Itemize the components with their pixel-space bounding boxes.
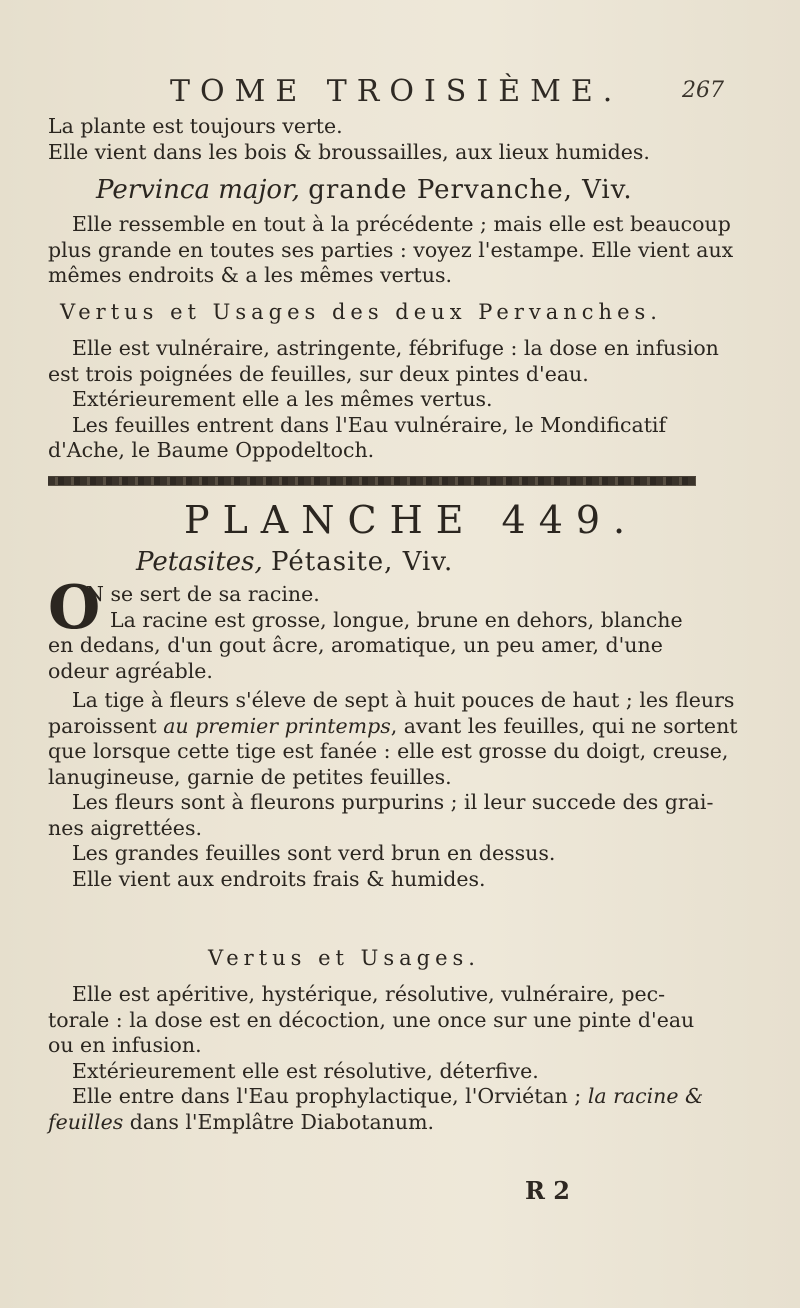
latin-name: Petasites, [136, 547, 263, 577]
text-line [48, 1110, 748, 1136]
text-line: plus grande en toutes ses parties : voyez l'estampe. Elle vient aux [48, 237, 734, 262]
text-fragment: dans l'Emplâtre Diabotanum. [129, 1109, 435, 1134]
pervinca-heading [96, 174, 796, 206]
planche-title: PLANCHE 449. [184, 498, 639, 542]
vertus-petasite-heading-block [208, 946, 800, 970]
ornamental-rule [48, 476, 696, 486]
text-line: N se sert de sa racine. [86, 582, 320, 606]
petasites-tige [48, 688, 748, 892]
italic-fragment: feuilles [48, 1109, 124, 1134]
text-line: Elle est apéritive, hystérique, résolutive, vulnéraire, pec- [72, 982, 665, 1006]
vertus-deux-heading-block [60, 300, 760, 324]
text-line: mêmes endroits & a les mêmes vertus. [48, 263, 453, 287]
text-line: Les feuilles entrent dans l'Eau vulnéraire, le Mondificatif [72, 412, 667, 437]
text-line: La plante est toujours verte. [48, 114, 343, 138]
text-line: lanugineuse, garnie de petites feuilles. [48, 764, 452, 789]
text-line: torale : la dose est en décoction, une once sur une pinte d'eau [48, 1007, 695, 1032]
italic-fragment: au premier printemps [163, 713, 391, 738]
signature-mark: R 2 [525, 1176, 570, 1205]
petasites-first-line [86, 582, 746, 633]
section-heading: Vertus et Usages des deux Pervanches. [60, 300, 662, 324]
text-line: d'Ache, le Baume Oppodeltoch. [48, 438, 375, 462]
vertus-deux-paragraph [48, 336, 748, 464]
text-line: Extérieurement elle a les mêmes vertus. [72, 387, 493, 411]
latin-name: Pervinca major, [96, 175, 300, 205]
text-line [48, 1084, 748, 1110]
text-line: La tige à fleurs s'éleve de sept à huit pouces de haut ; les fleurs [72, 688, 735, 712]
petasites-racine [48, 633, 748, 684]
intro-paragraph [48, 114, 748, 165]
text-line: odeur agréable. [48, 658, 213, 683]
text-fragment: , avant les feuilles, qui ne sortent [390, 713, 738, 738]
petasites-heading [136, 546, 800, 578]
vertus-petasite-paragraph [48, 982, 748, 1135]
section-heading: Vertus et Usages. [208, 946, 480, 970]
text-fragment: Elle entre dans l'Eau prophylactique, l'Orviétan ; [72, 1084, 582, 1108]
text-line: Elle vient dans les bois & broussailles, aux lieux humides. [48, 139, 650, 164]
text-line: Elle ressemble en tout à la précédente ; mais elle est beaucoup [72, 212, 731, 236]
page-number: 267 [682, 78, 724, 103]
pervinca-paragraph [48, 212, 748, 289]
text-line: Les fleurs sont à fleurons purpurins ; il leur succede des grai- [72, 790, 714, 814]
drop-cap: O [48, 573, 101, 643]
text-line: ou en infusion. [48, 1033, 202, 1057]
text-fragment: paroissent [48, 713, 157, 738]
text-line: est trois poignées de feuilles, sur deux pintes d'eau. [48, 361, 589, 386]
text-line: que lorsque cette tige est fanée : elle est grosse du doigt, creuse, [48, 739, 729, 763]
common-name: grande Pervanche, Viv. [308, 175, 633, 205]
text-line: nes aigrettées. [48, 815, 202, 840]
text-line: en dedans, d'un gout âcre, aromatique, un peu amer, d'une [48, 633, 663, 657]
common-name: Pétasite, Viv. [271, 547, 454, 577]
italic-fragment: la racine & [587, 1084, 704, 1108]
text-line: Les grandes feuilles sont verd brun en dessus. [72, 841, 556, 865]
text-line: Elle est vulnéraire, astringente, fébrifuge : la dose en infusion [72, 336, 719, 360]
text-line: Extérieurement elle est résolutive, déterfive. [72, 1058, 539, 1083]
running-title: TOME TROISIÈME. [170, 74, 623, 109]
text-line: Elle vient aux endroits frais & humides. [72, 866, 486, 891]
text-line: La racine est grosse, longue, brune en dehors, blanche [110, 607, 683, 632]
text-line [48, 714, 748, 740]
running-head [0, 74, 800, 114]
